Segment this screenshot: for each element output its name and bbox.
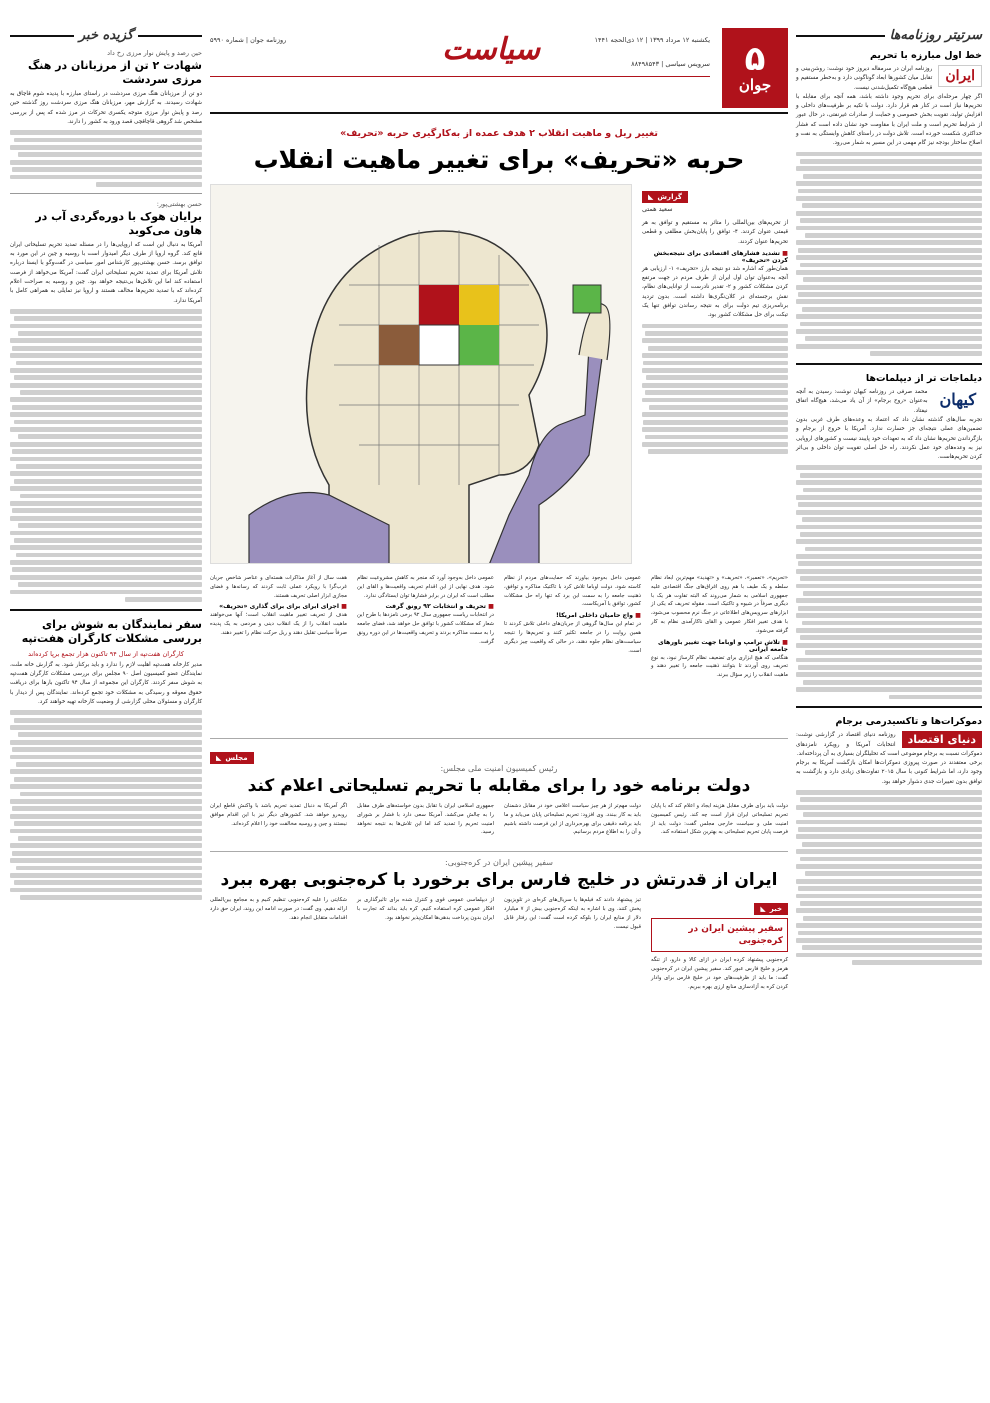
text-block (796, 465, 982, 699)
column-text: عمومی داخل به‌وجود بیاورند که حمایت‌های مردم از نظام کاسته شود. دولت اوباما تلاش کرد با تاکتیک مذاکره و توافق، ذهنیت جامعه را به سمت این برد که تنها راه حل مشکلات کشور، توافق با آمریکاست. (504, 575, 641, 608)
column-text: کره‌جنوبی پیشنهاد کرده ایران در ازای کالا و دارو، از تنگه هرمز و خلیج فارس عبور کند. سفیر پیشین ایران در کره‌جنوبی گفت: ما باید از ظرفیت‌های خود در خلیج فارس برای وادار کردن کره به آزادسازی منابع ارزی بهره ببریم. (651, 957, 788, 990)
kayhan-newspaper-logo: کیهان (939, 390, 976, 410)
headline[interactable]: خط اول مبارزه با تحریم (869, 50, 982, 61)
masthead-info (595, 36, 710, 68)
main-story (210, 184, 788, 724)
main-story-title[interactable]: حربه «تحریف» برای تغییر ماهیت انقلاب (253, 145, 745, 174)
page-number: ۵ (744, 39, 766, 79)
column-subhead: ■ تحریف و انتخابات ۹۲ رونق گرفت (357, 603, 494, 610)
badge-label: گزارش (657, 193, 682, 201)
news-briefs-column (10, 28, 202, 900)
pull-quote-text: سفیر پیشین ایران در کره‌جنوبی (688, 924, 783, 947)
story-lead: روزنامه ایران در سرمقاله دیروز خود نوشت: روشن‌بینی و تقابل میان کشورها ابعاد گوناگونی دارد و به‌خطر مستقیم و قطعی هیچ‌گاه تکمیل‌شدنی نیست. (796, 66, 933, 91)
main-story-supra: تغییر ریل و ماهیت انقلاب ۲ هدف عمده از به‌کارگیری حربه «تحریف» (340, 128, 658, 139)
text-block (796, 152, 982, 356)
headline[interactable]: سفر نمایندگان به شوش برای بررسی مشکلات کارگران هفت‌تپه (21, 617, 202, 645)
story-body: مدیر کارخانه هفت‌تپه اهلیت لازم را ندارد و باید برکنار شود. به گزارش خانه ملت، نمایندگان عضو کمیسیون اصل ۹۰ مجلس برای بررسی مشکلات کارگران هفت‌تپه به شوش سفر کردند. کارگران این مجموعه از سال ۹۴ تاکنون بارها برای دریافت حقوق معوقه و رسیدگی به مشکلات خود تجمع کرده‌اند. نمایندگان پس از دیدار با کارگران و مسئولان محلی گزارشی از وضعیت کارخانه تهیه خواهند کرد. (10, 661, 202, 706)
masthead (210, 28, 788, 114)
news-badge (754, 903, 788, 915)
column-text: دولت باید برای طرف مقابل هزینه ایجاد و اعلام کند که با پایان تحریم تسلیحاتی ایران قرار است چه کند. رئیس کمیسیون امنیت ملی و سیاست خارجی مجلس گفت: دولت باید از فرصت پایان تحریم تسلیحاتی به بهترین شکل استفاده کند. (651, 803, 788, 836)
story-kicker: حسن بهشتی‌پور: (156, 199, 202, 208)
text-block (642, 324, 788, 454)
column-subhead: ■ اجرای ابرای برای برای گذاری «تحریف» (210, 603, 347, 610)
story-column (210, 574, 347, 680)
column-text: جمهوری اسلامی ایران با تقابل بدون خواسته‌های طرف مقابل را به چالش می‌کشد. آمریکا سعی دارد با فشار بر شورای امنیت تحریم را تمدید کند اما این تلاش‌ها به نتیجه نخواهد رسید. (357, 803, 494, 836)
donya-eqtesad-logo: دنیای اقتصاد (902, 731, 982, 748)
politics-page-main (210, 28, 788, 991)
column-subhead: ■ تلاش ترامپ و اوباما جهت تغییر باورهای جامعه ایرانی (651, 639, 788, 653)
column-text: از دیپلماسی عمومی قوی و کنترل شده برای تاثیرگذاری بر افکار عمومی کره استفاده کنیم. کره باید بداند که تجارت با ایران بدون پرداخت بدهی‌ها امکان‌پذیر نخواهد بود. (357, 897, 494, 921)
author-name: سعید همتی (642, 205, 673, 213)
side-subhead: ■ تشدید فشارهای اقتصادی برای نتیجه‌بخش کردن «تحریف» (642, 250, 788, 264)
section-header (796, 28, 982, 43)
arrow-icon: ◣ (216, 754, 222, 762)
brand-name: جوان (738, 76, 772, 94)
press-review-column (796, 28, 982, 965)
badge-label: مجلس (225, 754, 248, 762)
story-body: اگر چهار مرحله‌ای برای تحریم وجود داشته باشد، همه آنچه برای مقابله با تحریم‌ها نیاز است در کنار هم قرار دارد. دولت با تکیه بر ظرفیت‌های داخلی و افزایش تولید، تقویت بخش خصوصی و حمایت از صادرات غیرنفتی، در حال عبور از شرایط تحریم است و ملت ایران با مقاومت خود نشان داده است که فشار حداکثری شکست خورده است. تلاش دولت در راستای کاهش وابستگی به نفت و اصلاح ساختار بودجه نیز گام مهمی در این مسیر به شمار می‌رود. (796, 93, 982, 147)
story-kicker: سفیر پیشین ایران در کره‌جنوبی: (445, 858, 553, 868)
story-column (357, 574, 494, 680)
story-kicker: کارگران هفت‌تپه از سال ۹۴ تاکنون هزار تجمع برپا کرده‌اند (28, 649, 184, 658)
story-columns (210, 802, 788, 837)
section-header (10, 28, 202, 43)
text-block (10, 309, 202, 602)
story-column (651, 574, 788, 680)
story-column (504, 574, 641, 680)
column-text: «تحریم»، «تعمیر»، «تحریف» و «تهدید» مهم‌ترین ابعاد نظام سلطه و یک طیف با هم روی اغراق‌های جنگ اقتصادی علیه جمهوری اسلامی به شمار می‌روند که البته تفاوت هر یک با دیگری صرفاً در شیوه و تاکتیک است. مقوله تحریف که یکی از ابزارهای سرویس‌های اطلاعاتی در جنگ نرم محسوب می‌شود، با هدف تغییر افکار عمومی و القای ناکارآمدی نظام به کار گرفته می‌شود. (651, 575, 788, 634)
text-block (10, 130, 202, 187)
headline[interactable]: دموکرات‌ها و تاکسیدرمی برجام (835, 716, 982, 728)
story-title[interactable]: ایران از قدرتش در خلیج فارس برای برخورد با کره‌جنوبی بهره ببرد (220, 870, 778, 891)
arrow-icon: ◣ (760, 905, 766, 914)
parliament-story (210, 738, 788, 837)
column-text: عمومی داخل به‌وجود آورد که منجر به کاهش مشروعیت نظام شود. هدف نهایی از این اقدام تحریف واقعیت‌ها و القای این مطلب است که ایران در برابر فشارها توان ایستادگی ندارد. (357, 575, 494, 599)
iran-newspaper-logo: ایران (938, 65, 982, 87)
parliament-badge (210, 752, 254, 764)
column-text: در تمام این سال‌ها گروهی از جریان‌های داخلی تلاش کردند تا همین روایت را در جامعه تکثیر کنند و تحریم‌ها را نتیجه سیاست‌های نظام جلوه دهند، در حالی که واقعیت چیز دیگری است. (504, 621, 641, 654)
column-text: هفت سال از آغاز مذاکرات هسته‌ای و عناصر شاخص جریان غرب‌گرا با رویکرد عملی ثابت کردند که رسانه‌ها و فضای مجازی ابزار اصلی تحریف هستند. (210, 575, 347, 599)
headline[interactable]: شهادت ۲ تن از مرزبانان در هنگ مرزی سردشت (27, 59, 202, 86)
section-title: سرتیتر روزنامه‌ها (889, 28, 982, 43)
column-text: تیز پیشنهاد دادند که فیلم‌ها یا سریال‌های کره‌ای در تلویزیون پخش کنند. وی با اشاره به اینکه کره‌جنوبی بیش از ۷ میلیارد دلار از منابع ایران را بلوکه کرده است گفت: این رفتار قابل قبول نیست. (504, 897, 641, 930)
column-text: هدف از تحریف تغییر ماهیت انقلاب است؛ آنها می‌خواهند ماهیت انقلاب را از یک انقلاب دینی و مردمی به یک پدیده صرفاً سیاسی تقلیل دهند و ریل حرکت نظام را تغییر دهند. (210, 612, 347, 636)
story-body: آمریکا به دنبال این است که اروپایی‌ها را در مسئله تمدید تحریم تسلیحاتی ایران قانع کند. گروه اروپا از طرف دیگر امیدوار است با روسیه و چین در این مورد به توافق برسد. حسن بهشتی‌پور کارشناس امور سیاسی در گفت‌وگو با ایسنا درباره تلاش آمریکا برای تمدید تحریم تسلیحاتی ایران گفت: آمریکا می‌خواهد از فرصت استفاده کند اما این تلاش‌ها بی‌نتیجه خواهد بود. چین و روسیه به صراحت اعلام کرده‌اند که با تمدید تحریم‌ها مخالف هستند و اروپا نیز تمایلی به همراهی کامل با آمریکا ندارد. (10, 241, 202, 304)
column-subhead: ■ واج حامیان داخلی امریکا! (504, 612, 641, 619)
side-body: همان‌طور که اشاره شد دو نتیجه بارز «تحریف» ۱- ارزیابی هر آنچه به‌عنوان توان اول ایران از طرف مردم در جهت مرتفع کردن مشکلات کشور و ۲- تقدیر نادرست از توانایی‌های نظام، نقش برجسته‌ای در کلان‌نگری‌ها داشته است. بدون تردید برنامه‌ریزی تیم دولت برای به نتیجه رساندن توافق تنها یک تیکت برای حل مشکلات کشور بود. (642, 265, 788, 319)
headline[interactable]: برایان هوک با دوره‌گردی آب در هاون می‌کوبد (35, 209, 202, 237)
story-kicker: حین رصد و پایش نوار مرزی رخ داد (107, 49, 202, 57)
illustration-svg (210, 185, 631, 564)
story-body: دو تن از مرزبانان هنگ مرزی سردشت در راستای مبارزه با پدیده شوم قاچاق به شهادت رسیدند. به گزارش مهر، مرزبانان هنگ مرزی سردشت روز گذشته حین رصد و پایش نوار مرزی متوجه یکسری تحرکات در مرز شده که پس از بررسی مشخص شد گروهی قاچاقچی قصد ورود به کشور را دارند. (10, 91, 202, 125)
headline[interactable]: دیلماجات تر از دیپلمات‌ها (865, 373, 982, 385)
column-text: دولت مهم‌تر از هر چیز سیاست اعلامی خود در مقابل دشمنان باید به کار ببندد. وی افزود: تحریم تسلیحاتی پایان می‌یابد و ما باید برنامه دقیقی برای بهره‌برداری از این فرصت داشته باشیم و آن را به اطلاع مردم برسانیم. (504, 803, 641, 836)
date-line: یکشنبه ۱۲ مرداد ۱۳۹۹ | ۱۲ ذی‌الحجه ۱۴۴۱ (594, 36, 710, 44)
arrow-icon: ◣ (648, 193, 654, 201)
main-story-side (642, 184, 788, 454)
section-name: سیاست (442, 32, 540, 67)
service-line: سرویس سیاسی | ۸۸۴۹۸۵۴۳ (631, 60, 710, 68)
main-story-columns (210, 574, 788, 680)
pull-quote (651, 918, 788, 952)
report-badge (642, 191, 688, 203)
column-text: شکایتی را علیه کره‌جنوبی تنظیم کنیم و به مجامع بین‌المللی ارائه دهیم. وی گفت: در صورت ادامه این روند، ایران حق دارد اقدامات متقابل انجام دهد. (210, 897, 347, 921)
story-kicker: رئیس کمیسیون امنیت ملی مجلس: (440, 764, 558, 773)
column-text: اگر آمریکا به دنبال تمدید تحریم باشد با واکنش قاطع ایران روبه‌رو خواهد شد. کشورهای دیگر نیز با این اقدام موافق نیستند و چین و روسیه مخالفت خود را اعلام کرده‌اند. (210, 803, 347, 827)
column-text: هنگامی که هیچ ابزاری برای تضعیف نظام کارساز نبود، به نوع تحریف روی آوردند تا بتوانند ذهنیت جامعه را تغییر دهند و ماهیت انقلاب را زیر سؤال ببرند. (651, 654, 788, 679)
text-block (10, 710, 202, 900)
side-text: از تحریم‌های بین‌المللی را متاثر به مستقیم و توافق به هر قیمتی عنوان کردند. ۴- توافق را پایان‌بخش مطلقی و قطعی تحریم‌ها عنوان کردند. (642, 220, 789, 245)
text-block (796, 790, 982, 965)
section-title: گزیده خبر (78, 28, 134, 43)
korea-story (210, 851, 788, 991)
story-lead: محمد صرفی در روزنامه کیهان نوشت: رسیدن به آنچه به‌عنوان «روح برجام» از آن یاد می‌شد، هیچ‌گاه اتفاق نیفتاد. (796, 389, 928, 414)
issue-line: روزنامه جوان | شماره ۵۹۹۰ (210, 36, 287, 44)
story-lead: روزنامه دنیای اقتصاد در گزارشی نوشت: انتخابات آمریکا و رویکرد نامزدهای دموکرات نسبت به برجام موضوعی است که تحلیلگران بسیاری به آن پرداخته‌اند. (796, 732, 982, 757)
story-title[interactable]: دولت برنامه خود را برای مقابله با تحریم تسلیحاتی اعلام کند (247, 776, 751, 796)
javan-logo[interactable] (722, 28, 788, 108)
column-text: در انتخابات ریاست جمهوری سال ۹۲ برخی نامزدها با طرح این شعار که مشکلات کشور با توافق حل خواهد شد، فضای جامعه را به سمت مذاکره بردند و تحریف واقعیت‌ها در این دوره رونق گرفت. (357, 612, 494, 645)
puzzle-head-illustration (210, 184, 632, 564)
story-columns (210, 896, 788, 991)
badge-label: خبر (769, 905, 782, 914)
story-body: برخی معتقدند در صورت پیروزی دموکرات‌ها امکان بازگشت آمریکا به برجام وجود دارد، اما شرایط کنونی با سال ۲۰۱۵ تفاوت‌های زیادی دارد و بازگشت به توافق بدون تغییرات جدی دشوار خواهد بود. (796, 760, 982, 785)
story-body: تجربه سال‌های گذشته نشان داد که اعتماد به وعده‌های طرف غربی بدون تضمین‌های عملی نتیجه‌ای جز خسارت ندارد. آمریکا با خروج از برجام و بازگرداندن تحریم‌ها نشان داد که به تعهدات خود پایبند نیست و کشورهای اروپایی نیز به وعده‌های خود عمل نکردند. راه حل اصلی تقویت توان داخلی و بی‌اثر کردن تحریم‌هاست. (796, 416, 982, 461)
